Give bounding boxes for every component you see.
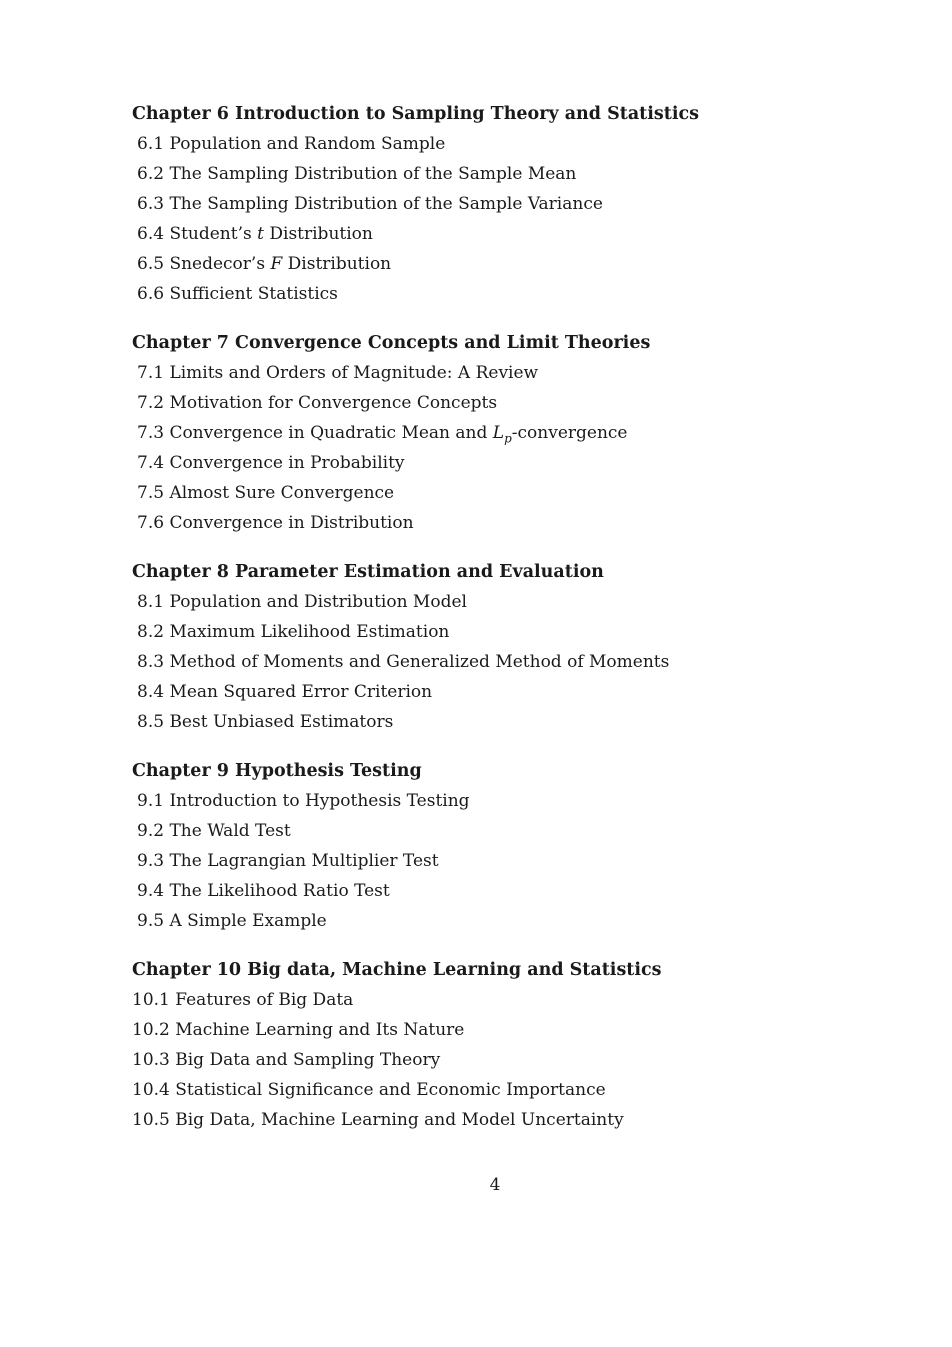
section-label: 7.6 Convergence in Distribution (137, 513, 414, 533)
section-label: 9.3 The Lagrangian Multiplier Test (137, 851, 439, 871)
chapter-8 (132, 557, 832, 737)
section-entry (132, 1075, 832, 1105)
section-label: 6.5 Snedecor’s (137, 254, 271, 274)
section-entry (132, 189, 832, 219)
section-entry (132, 617, 832, 647)
section-entry (132, 508, 832, 538)
section-entry (132, 249, 832, 279)
section-label: 8.2 Maximum Likelihood Estimation (137, 622, 450, 642)
chapter-title: Chapter 10 Big data, Machine Learning and Statistics (132, 960, 662, 980)
section-entry (132, 159, 832, 189)
section-entry (132, 786, 832, 816)
section-entry (132, 418, 832, 448)
section-entry (132, 1045, 832, 1075)
section-entry (132, 1105, 832, 1135)
section-label: 7.2 Motivation for Convergence Concepts (137, 393, 498, 413)
page-number: 4 (489, 1175, 501, 1195)
section-label: 9.5 A Simple Example (137, 911, 327, 931)
section-entry (132, 219, 832, 249)
section-label: 8.1 Population and Distribution Model (137, 592, 467, 612)
section-label: 6.2 The Sampling Distribution of the Sample Mean (137, 164, 577, 184)
section-entry (132, 647, 832, 677)
section-label-suffix: -convergence (511, 423, 628, 443)
section-label: 9.1 Introduction to Hypothesis Testing (137, 791, 470, 811)
section-entry (132, 587, 832, 617)
section-label: 7.3 Convergence in Quadratic Mean and (137, 423, 493, 443)
section-entry (132, 677, 832, 707)
section-label: 6.1 Population and Random Sample (137, 134, 446, 154)
chapter-title: Chapter 7 Convergence Concepts and Limit Theories (132, 333, 651, 353)
chapter-title: Chapter 8 Parameter Estimation and Evaluation (132, 562, 604, 582)
section-label: 10.4 Statistical Significance and Economic Importance (132, 1080, 606, 1100)
section-label: 6.4 Student’s (137, 224, 258, 244)
math-subscript: p (504, 431, 512, 446)
section-entry (132, 846, 832, 876)
section-entry (132, 1015, 832, 1045)
section-entry (132, 707, 832, 737)
section-label: 7.4 Convergence in Probability (137, 453, 405, 473)
chapter-7 (132, 328, 832, 538)
section-label: 6.3 The Sampling Distribution of the Sample Variance (137, 194, 603, 214)
section-entry (132, 985, 832, 1015)
section-label-suffix: Distribution (263, 224, 373, 244)
section-label: 6.6 Sufficient Statistics (137, 284, 338, 304)
chapter-title: Chapter 9 Hypothesis Testing (132, 761, 422, 781)
section-entry (132, 129, 832, 159)
chapter-6 (132, 99, 832, 309)
section-label: 10.1 Features of Big Data (132, 990, 354, 1010)
section-label: 9.4 The Likelihood Ratio Test (137, 881, 390, 901)
chapter-10 (132, 955, 832, 1135)
section-label: 8.4 Mean Squared Error Criterion (137, 682, 433, 702)
section-label: 7.5 Almost Sure Convergence (137, 483, 395, 503)
section-entry (132, 816, 832, 846)
section-label-suffix: Distribution (282, 254, 392, 274)
math-symbol: L (492, 423, 505, 443)
section-label: 10.2 Machine Learning and Its Nature (132, 1020, 465, 1040)
section-entry (132, 388, 832, 418)
section-label: 9.2 The Wald Test (137, 821, 291, 841)
section-label: 10.3 Big Data and Sampling Theory (132, 1050, 441, 1070)
section-label: 10.5 Big Data, Machine Learning and Model Uncertainty (132, 1110, 624, 1130)
chapter-9 (132, 756, 832, 936)
math-symbol: F (270, 254, 283, 274)
math-symbol: t (257, 224, 264, 244)
section-label: 8.3 Method of Moments and Generalized Method of Moments (137, 652, 670, 672)
section-entry (132, 906, 832, 936)
section-label: 7.1 Limits and Orders of Magnitude: A Review (137, 363, 539, 383)
section-entry (132, 448, 832, 478)
table-of-contents (132, 99, 832, 1154)
chapter-title: Chapter 6 Introduction to Sampling Theory and Statistics (132, 104, 699, 124)
section-entry (132, 478, 832, 508)
section-entry (132, 876, 832, 906)
section-label: 8.5 Best Unbiased Estimators (137, 712, 394, 732)
section-entry (132, 358, 832, 388)
section-entry (132, 279, 832, 309)
